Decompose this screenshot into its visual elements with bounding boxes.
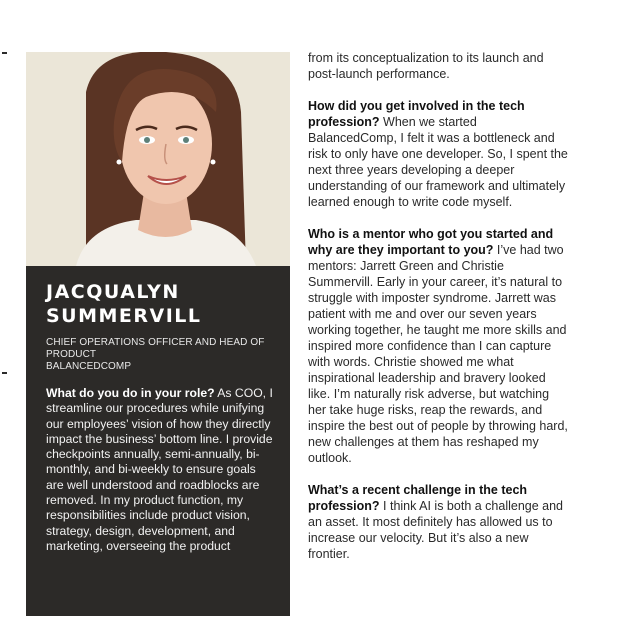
qa-mentor — [308, 226, 568, 466]
answer-role: As COO, I streamline our procedures while unifying our employees’ vision of how they directly impact the business’ bottom line. I provide checkpoints annually, semi-annually, bi-monthly, and bi-weekly to ensure goals are well understood and roadblocks are removed. In my product function, my responsibilities include product vision, strategy, design, development, and marketing, overseeing the product — [46, 386, 273, 553]
name-last: SUMMERVILL — [46, 305, 202, 327]
job-title: CHIEF OPERATIONS OFFICER AND HEAD OF PRODUCT — [46, 337, 265, 360]
question-role: What do you do in your role? — [46, 386, 215, 400]
name-first: JACQUALYN — [46, 281, 180, 303]
portrait-photo — [26, 52, 290, 266]
article-column-right — [308, 50, 568, 578]
qa-involvement — [308, 98, 568, 210]
answer-challenge: I think AI is both a challenge and an asset. It most definitely has allowed us to increase our velocity. But it’s also a new frontier. — [308, 499, 564, 561]
profile-name — [46, 280, 276, 328]
profile-role — [46, 337, 276, 373]
edge-mark — [2, 52, 7, 54]
portrait-icon — [26, 52, 290, 266]
answer-mentor: I’ve had two mentors: Jarrett Green and Christie Summervill. Early in your career, it’s natural to struggle with imposter syndrome. Jarrett was patient with me and over our seven years working together, he taught me more skills and inspired more confidence than I can capture with words. Christie showed me what inspirational leadership and bravery looked like. I’m naturally risk adverse, but watching her take huge risks, reap the rewards, and inspire the best out of people by throwing hard, new challenges at them has reshaped my outlook. — [308, 243, 568, 465]
question-involvement: How did you get involved in the tech profession? — [308, 99, 525, 129]
qa-challenge — [308, 482, 568, 562]
qa-role — [46, 386, 276, 554]
edge-mark — [2, 372, 7, 374]
question-challenge: What’s a recent challenge in the tech profession? — [308, 483, 528, 513]
answer-involvement: When we started BalancedComp, I felt it was a bottleneck and risk to only have one developer. So, I spent the next three years developing a deeper understanding of our framework and ultimately learned enough to write code myself. — [308, 115, 568, 209]
profile-card — [26, 266, 290, 616]
answer-role-continued: from its conceptualization to its launch and post-launch performance. — [308, 51, 544, 81]
question-mentor: Who is a mentor who got you started and why are they important to you? — [308, 227, 554, 257]
company-name: BALANCEDCOMP — [46, 361, 132, 372]
